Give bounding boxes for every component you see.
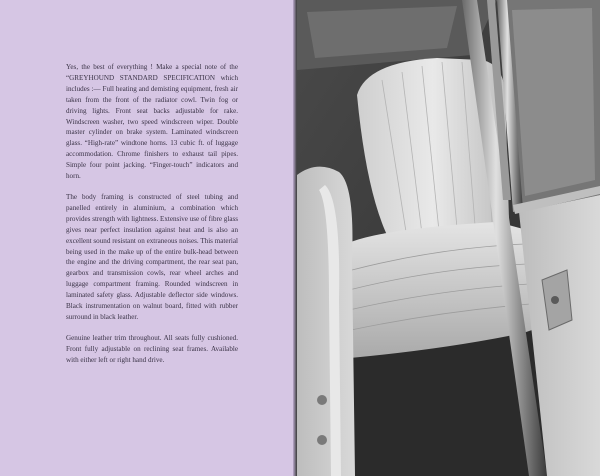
paragraph-leather-trim: Genuine leather trim throughout. All seats fully cushioned. Front fully adjustable on reclining seat frames. Available with either left or right hand drive. xyxy=(66,333,238,364)
paragraph-body-framing: The body framing is constructed of steel tubing and panelled entirely in aluminium, a combination which provides strength with lightness. Extensive use of fibre glass gives near perfect insulation against heat and is also an excellent sound resistant on extraneous noises. This material being used in the make up of the entire bulk-head between the engine and the driving compartment, the rear seat pan, gearbox and transmission cowls, rear wheel arches and luggage compartment framing. Rounded windscreen in laminated safety glass. Adjustable deflector side windows. Black instrumentation on walnut board, fitted with rubber surround in black leather. xyxy=(66,192,238,321)
car-interior-illustration xyxy=(297,0,600,476)
paragraph-specification: Yes, the best of everything ! Make a special note of the “GREYHOUND STANDARD SPECIFICATION which includes :— Full heating and demisting equipment, fresh air taken from the front of the radiator cowl. Twin fog or driving lights. Front seat backs adjustable for rake. Windscreen washer, two speed windscreen wiper. Double master cylinder on brake system. Laminated windscreen glass. “High-rate” windtone horns. 13 cubic ft. of luggage accommodation. Chrome finishers to exhaust tail pipes. Simple four point jacking. “Finger-touch” indicators and horn. xyxy=(66,63,238,181)
specification-text xyxy=(66,62,238,376)
text-page xyxy=(0,0,295,476)
interior-photo xyxy=(297,0,600,476)
